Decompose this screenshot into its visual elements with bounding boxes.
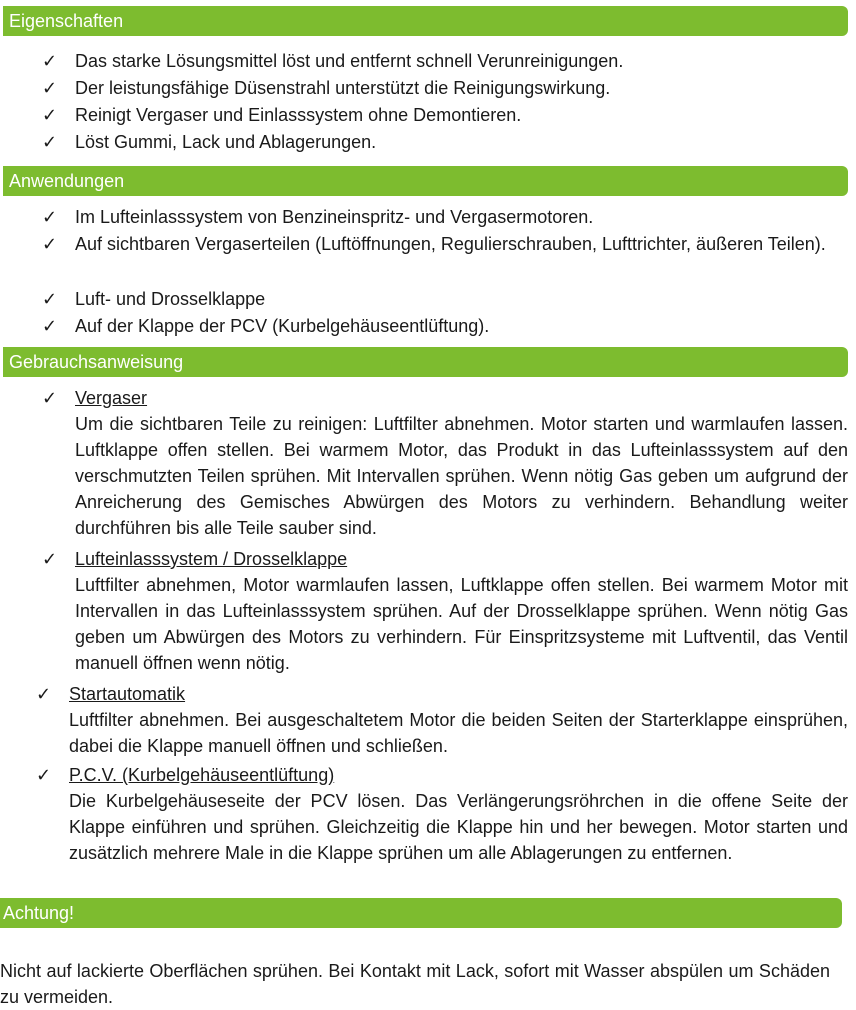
step-title: Startautomatik bbox=[69, 684, 186, 704]
list-item-text: Luft- und Drosselklappe bbox=[75, 289, 266, 309]
list-item-text: Auf sichtbaren Vergaserteilen (Luftöffnungen, Regulierschrauben, Lufttrichter, äußeren Teilen). bbox=[75, 234, 826, 254]
step-body: Um die sichtbaren Teile zu reinigen: Luftfilter abnehmen. Motor starten und warmlaufen lassen. Luftklappe offen stellen. Bei warmem Motor, das Produkt in das Lufteinlasssystem auf den verschmutzten Teilen sprühen. Mit Intervallen sprühen. Wenn nötig Gas geben um aufgrund der Anreicherung des Gemisches Abwürgen des Motors zu verhindern. Behandlung weiter durchführen bis alle Teile sauber sind. bbox=[75, 414, 848, 538]
section-header-achtung: Achtung! bbox=[0, 898, 842, 928]
list-item-text: Reinigt Vergaser und Einlasssystem ohne Demontieren. bbox=[75, 105, 522, 125]
checkmark-icon: ✓ bbox=[36, 765, 52, 785]
checkmark-icon: ✓ bbox=[42, 105, 58, 125]
list-item bbox=[42, 231, 848, 285]
step-body: Die Kurbelgehäuseseite der PCV lösen. Das Verlängerungsröhrchen in die offene Seite der Klappe einführen und sprühen. Gleichzeitig die Klappe hin und her bewegen. Motor starten und zusätzlich mehrere Male in die Klappe sprühen um alle Ablagerungen zu entfernen. bbox=[69, 791, 848, 863]
checkmark-icon: ✓ bbox=[42, 207, 58, 227]
checkmark-icon: ✓ bbox=[42, 234, 58, 254]
step-title: Vergaser bbox=[75, 388, 148, 408]
section-header-gebrauchsanweisung: Gebrauchsanweisung bbox=[3, 347, 848, 377]
list-item-text: Löst Gummi, Lack und Ablagerungen. bbox=[75, 132, 377, 152]
checkmark-icon: ✓ bbox=[36, 684, 52, 704]
checkmark-icon: ✓ bbox=[42, 132, 58, 152]
checkmark-icon: ✓ bbox=[42, 289, 58, 309]
step-body: Luftfilter abnehmen. Bei ausgeschaltetem Motor die beiden Seiten der Starterklappe einsprühen, dabei die Klappe manuell öffnen und schließen. bbox=[69, 710, 848, 756]
warning-text: Nicht auf lackierte Oberflächen sprühen. Bei Kontakt mit Lack, sofort mit Wasser abspülen um Schäden zu vermeiden. bbox=[0, 961, 830, 1007]
checkmark-icon: ✓ bbox=[42, 51, 58, 71]
section-header-eigenschaften: Eigenschaften bbox=[3, 6, 848, 36]
list-item-text: Das starke Lösungsmittel löst und entfernt schnell Verunreinigungen. bbox=[75, 51, 624, 71]
list-item-text: Im Lufteinlasssystem von Benzineinspritz- und Vergasermotoren. bbox=[75, 207, 594, 227]
step-title: P.C.V. (Kurbelgehäuseentlüftung) bbox=[69, 765, 335, 785]
checkmark-icon: ✓ bbox=[42, 78, 58, 98]
step-body: Luftfilter abnehmen, Motor warmlaufen lassen, Luftklappe offen stellen. Bei warmem Motor mit Intervallen in das Lufteinlasssystem sprühen. Auf der Drosselklappe sprühen. Wenn nötig Gas geben um Abwürgen des Motors zu verhindern. Für Einspritzsysteme mit Luftventil, das Ventil manuell öffnen wenn nötig. bbox=[75, 575, 848, 673]
list-item-text: Der leistungsfähige Düsenstrahl unterstützt die Reinigungswirkung. bbox=[75, 78, 611, 98]
checkmark-icon: ✓ bbox=[42, 549, 58, 569]
section-header-anwendungen: Anwendungen bbox=[3, 166, 848, 196]
checkmark-icon: ✓ bbox=[42, 316, 58, 336]
list-item-text: Auf der Klappe der PCV (Kurbelgehäuseentlüftung). bbox=[75, 316, 490, 336]
checkmark-icon: ✓ bbox=[42, 388, 58, 408]
step-title: Lufteinlasssystem / Drosselklappe bbox=[75, 549, 348, 569]
